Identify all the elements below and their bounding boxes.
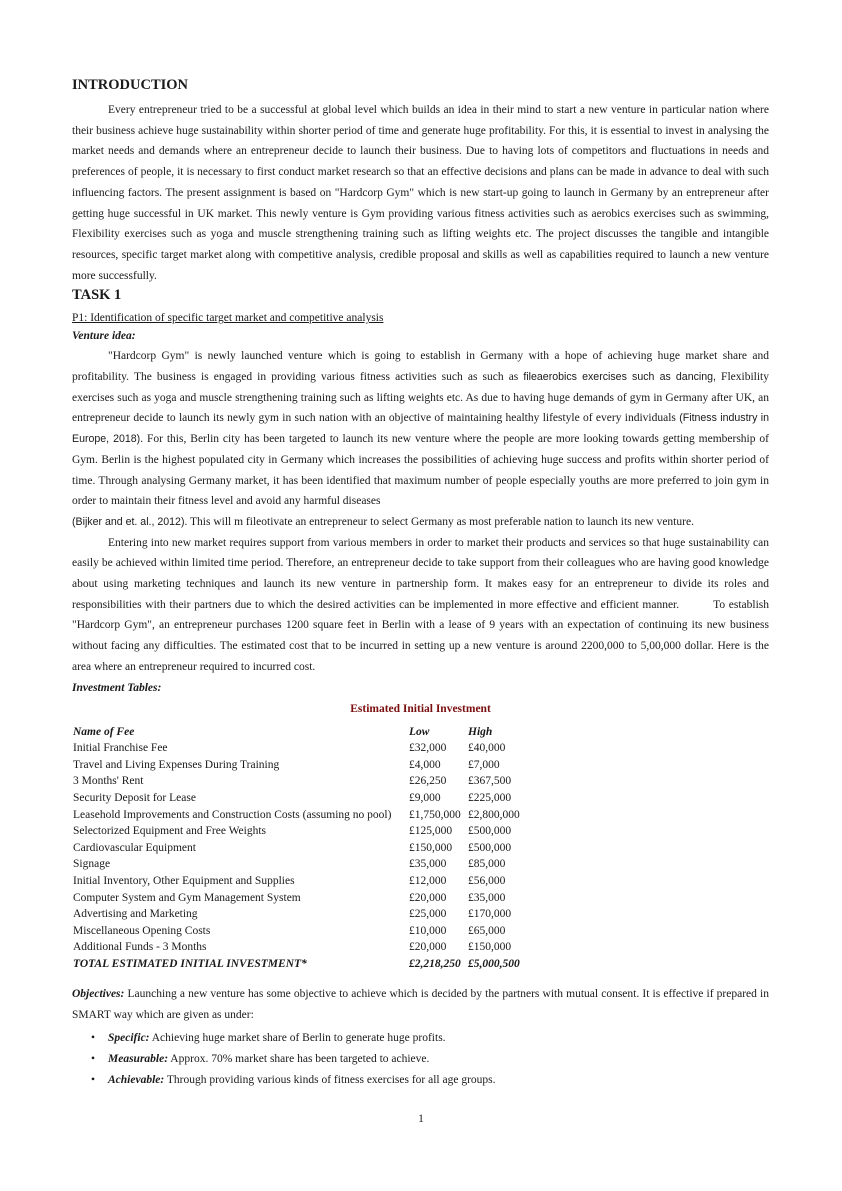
venture-p1-part-a: "Hardcorp Gym" is newly launched venture which is going to establish in Germany with a hope of achieving huge market share and profitability. The business is engaged in providing various fitness activities such as such as bbox=[72, 350, 769, 384]
objective-term: Achievable: bbox=[108, 1073, 165, 1086]
header-name-of-fee: Name of Fee bbox=[73, 725, 135, 738]
header-high: High bbox=[468, 725, 493, 738]
venture-p2-part-b: To establish "Hardcorp Gym", an entrepreneur purchases 1200 square feet in Berlin with a lease of 9 years with an expectation of continuing its new business without facing any difficulties. The estimated cost that to be incurred in setting up a new venture is around 2200,000 to 5,00,000 dollar. Here is the area where an entrepreneur required to incurred cost. bbox=[72, 598, 770, 673]
citation-fitness-industry: (Fitness industry in Europe, 2018) bbox=[72, 412, 769, 446]
fee-high-cell: £225,000 bbox=[468, 791, 512, 804]
fee-low-cell: £20,000 bbox=[409, 891, 447, 904]
fee-high-cell: £85,000 bbox=[468, 858, 506, 871]
page-number: 1 bbox=[418, 1113, 424, 1125]
fee-name-cell: Advertising and Marketing bbox=[73, 908, 198, 921]
investment-table-header bbox=[73, 724, 528, 741]
fee-low-cell: £25,000 bbox=[409, 908, 447, 921]
fee-name-cell: 3 Months' Rent bbox=[73, 775, 144, 788]
table-row bbox=[73, 890, 528, 907]
fee-name-cell: Miscellaneous Opening Costs bbox=[73, 924, 211, 937]
total-row bbox=[73, 956, 528, 973]
table-row bbox=[73, 790, 528, 807]
fee-high-cell: £500,000 bbox=[468, 825, 512, 838]
list-item bbox=[91, 1049, 769, 1070]
table-row bbox=[73, 773, 528, 790]
list-item bbox=[91, 1028, 769, 1049]
total-high-cell: £5,000,500 bbox=[468, 957, 520, 970]
fee-high-cell: £65,000 bbox=[468, 924, 506, 937]
fee-high-cell: £40,000 bbox=[468, 742, 506, 755]
fee-low-cell: £20,000 bbox=[409, 941, 447, 954]
fee-low-cell: £4,000 bbox=[409, 758, 441, 771]
citation-bijker: (Bijker and et. al., 2012) bbox=[72, 515, 185, 528]
fee-low-cell: £26,250 bbox=[409, 775, 447, 788]
page-content bbox=[72, 76, 769, 1091]
venture-p2-part-a: Entering into new market requires support from various members in order to market their products and services so that huge sustainability can easily be achieved within limited time period. Therefore, an entrepreneur decide to take support from their colleagues who are having good knowledge about using marketing techniques and launch its new venture in partnership form. It makes easy for an entrepreneur to divide its roles and responsibilities with their partners due to which the desired activities can be implemented in more effective and efficient manner. bbox=[72, 536, 769, 611]
table-row bbox=[73, 906, 528, 923]
venture-p1-part-e: . This will m fileotivate an entrepreneur to select Germany as most preferable nation to launch its new venture. bbox=[184, 515, 694, 528]
fee-low-cell: £32,000 bbox=[409, 742, 447, 755]
venture-paragraph-1 bbox=[72, 346, 769, 512]
venture-idea-label: Venture idea: bbox=[72, 330, 136, 343]
list-item bbox=[91, 1070, 769, 1091]
venture-p1-part-d: . For this, Berlin city has been targeted to launch its new venture where the people are more looking towards getting membership of Gym. Berlin is the highest populated city in Germany which increases the possibilities of achieving huge success and profits within shorter period of time. Through analysing Germany market, it has been identified that maximum number of people especially youths are more preferred to join gym in order to maintain their fitness level and avoid any harmful diseases bbox=[72, 433, 769, 508]
fee-name-cell: Travel and Living Expenses During Training bbox=[73, 758, 280, 771]
fee-name-cell: Leasehold Improvements and Construction Costs (assuming no pool) bbox=[73, 808, 392, 821]
fee-name-cell: Computer System and Gym Management System bbox=[73, 891, 301, 904]
fee-low-cell: £150,000 bbox=[409, 841, 453, 854]
introduction-heading: INTRODUCTION bbox=[72, 77, 189, 93]
fee-low-cell: £10,000 bbox=[409, 924, 447, 937]
fee-name-cell: Initial Inventory, Other Equipment and Supplies bbox=[73, 874, 295, 887]
fee-high-cell: £500,000 bbox=[468, 841, 512, 854]
task1-heading: TASK 1 bbox=[72, 287, 122, 304]
objectives-paragraph bbox=[72, 984, 769, 1025]
bullet-icon: • bbox=[91, 1073, 96, 1086]
table-row bbox=[73, 939, 528, 956]
investment-tables-label: Investment Tables: bbox=[72, 681, 162, 694]
objective-text: Achieving huge market share of Berlin to generate huge profits. bbox=[149, 1031, 446, 1044]
table-row bbox=[73, 807, 528, 824]
total-low-cell: £2,218,250 bbox=[409, 957, 461, 970]
table-row bbox=[73, 840, 528, 857]
bullet-icon: • bbox=[91, 1031, 96, 1044]
bullet-icon: • bbox=[91, 1052, 96, 1065]
objective-term: Measurable: bbox=[108, 1052, 169, 1065]
fee-high-cell: £367,500 bbox=[468, 775, 512, 788]
smart-objectives-list bbox=[72, 1028, 769, 1091]
fee-name-cell: Initial Franchise Fee bbox=[73, 742, 168, 755]
objective-term: Specific: bbox=[108, 1031, 150, 1044]
fee-low-cell: £35,000 bbox=[409, 858, 447, 871]
venture-paragraph-2 bbox=[72, 533, 769, 678]
fee-name-cell: Additional Funds - 3 Months bbox=[73, 941, 207, 954]
table-row bbox=[73, 923, 528, 940]
fee-name-cell: Security Deposit for Lease bbox=[73, 791, 196, 804]
table-row bbox=[73, 823, 528, 840]
fee-high-cell: £150,000 bbox=[468, 941, 512, 954]
fee-high-cell: £7,000 bbox=[468, 758, 500, 771]
venture-paragraph-1-continued bbox=[72, 512, 769, 533]
objective-text: Approx. 70% market share has been targeted to achieve. bbox=[168, 1052, 430, 1065]
fee-high-cell: £2,800,000 bbox=[468, 808, 520, 821]
fee-low-cell: £9,000 bbox=[409, 791, 441, 804]
objectives-label: Objectives: bbox=[72, 988, 125, 1001]
fee-name-cell: Signage bbox=[73, 858, 111, 871]
table-row bbox=[73, 856, 528, 873]
fee-high-cell: £35,000 bbox=[468, 891, 506, 904]
table-row bbox=[73, 757, 528, 774]
introduction-paragraph: Every entrepreneur tried to be a successful at global level which builds an idea in their mind to start a new venture in particular nation where their business achieve huge sustainability within shorter period of time and generate huge profitability. For this, it is essential to invest in analysing the market needs and demands where an entrepreneur decide to launch their business. Due to having lots of competitors and fluctuations in needs and preferences of people, it is necessary to first conduct market research so that an effective decisions and plans can be made in advance to deal with such influencing factors. The present assignment is based on "Hardcorp Gym" which is new start-up going to launch in Germany by an entrepreneur after getting huge successful in UK market. This newly venture is Gym providing various fitness activities such as aerobics exercises such as swimming, Flexibility exercises such as yoga and muscle strengthening training such as lifting weights etc. The project discusses the tangible and intangible resources, specific target market along with competitive analysis, credible proposal and skills as well as capabilities required to launch a new venture more successfully. bbox=[72, 104, 769, 282]
table-row bbox=[73, 873, 528, 890]
fee-low-cell: £125,000 bbox=[409, 825, 453, 838]
total-name-cell: TOTAL ESTIMATED INITIAL INVESTMENT* bbox=[73, 957, 307, 970]
objective-text: Through providing various kinds of fitness exercises for all age groups. bbox=[164, 1073, 496, 1086]
fee-name-cell: Cardiovascular Equipment bbox=[73, 841, 196, 854]
venture-p1-part-b: fileaerobics exercises such as dancing, bbox=[523, 371, 716, 384]
fee-low-cell: £1,750,000 bbox=[409, 808, 461, 821]
header-low: Low bbox=[409, 725, 430, 738]
investment-table-title: Estimated Initial Investment bbox=[350, 702, 491, 715]
fee-high-cell: £170,000 bbox=[468, 908, 512, 921]
objectives-text: Launching a new venture has some objective to achieve which is decided by the partners with mutual consent. It is effective if prepared in SMART way which are given as under: bbox=[72, 988, 769, 1022]
table-row bbox=[73, 740, 528, 757]
fee-name-cell: Selectorized Equipment and Free Weights bbox=[73, 825, 267, 838]
task1-subheading: P1: Identification of specific target market and competitive analysis bbox=[72, 312, 384, 325]
fee-low-cell: £12,000 bbox=[409, 874, 447, 887]
fee-high-cell: £56,000 bbox=[468, 874, 506, 887]
venture-p1-part-c: Flexibility exercises such as yoga and muscle strengthening training such as lifting weights etc. As due to having huge demands of gym in Germany after UK, an entrepreneur decide to launch its newly gym in such nation with an objective of maintaining healthy lifestyle of every individuals bbox=[72, 371, 769, 425]
investment-table bbox=[73, 724, 528, 973]
